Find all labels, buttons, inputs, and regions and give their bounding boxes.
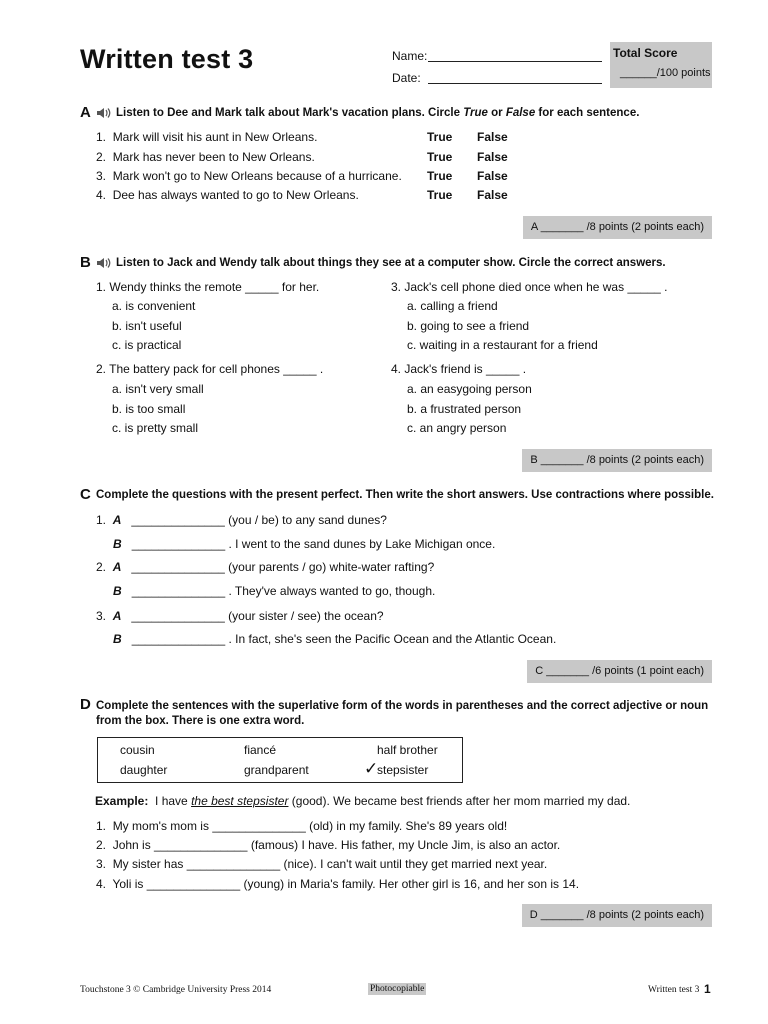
list-item: 3. My sister has ______________ (nice). I can't wait until they get married next year. xyxy=(96,857,548,871)
false-option[interactable]: False xyxy=(477,150,508,164)
section-d-score: D _______ /8 points (2 points each) xyxy=(522,904,712,927)
section-c-instructions: C Complete the questions with the present perfect. Then write the short answers. Use contractions where possible. xyxy=(80,486,714,503)
section-a-instructions: A Listen to Dee and Mark talk about Mark's vacation plans. Circle True or False for each sentence. xyxy=(80,104,640,121)
page-number: 1 xyxy=(704,982,711,996)
answer-blank[interactable]: ______________ xyxy=(131,537,226,551)
footer-test-label: Written test 3 xyxy=(648,985,700,995)
question-stem: 4. Jack's friend is _____ . xyxy=(391,362,527,376)
answer-option[interactable]: b. going to see a friend xyxy=(407,319,530,333)
audio-speaker-icon xyxy=(96,256,112,270)
false-option[interactable]: False xyxy=(477,188,508,202)
answer-option[interactable]: a. is convenient xyxy=(112,299,196,313)
word-box-item: half brother xyxy=(377,743,438,757)
list-item: 3. Mark won't go to New Orleans because of a hurricane. xyxy=(96,169,402,183)
section-d-instructions: D Complete the sentences with the superlative form of the words in parentheses and the correct adjective or noun from the box. There is one extra word. xyxy=(80,696,709,727)
true-option[interactable]: True xyxy=(427,130,453,144)
answer-blank[interactable]: ______________ xyxy=(131,632,226,646)
list-item: 4. Dee has always wanted to go to New Orleans. xyxy=(96,188,359,202)
word-box-item: stepsister xyxy=(377,763,429,777)
answer-blank[interactable]: ______________ xyxy=(131,609,225,623)
true-option[interactable]: True xyxy=(427,188,453,202)
section-b-instructions: B Listen to Jack and Wendy talk about things they see at a computer show. Circle the correct answers. xyxy=(80,254,666,271)
date-field[interactable] xyxy=(428,71,602,84)
list-item: 2. Mark has never been to New Orleans. xyxy=(96,150,315,164)
total-score-box xyxy=(610,42,712,88)
list-item: 1. Mark will visit his aunt in New Orleans. xyxy=(96,130,318,144)
dialog-line: 2. A ______________ (your parents / go) white-water rafting? xyxy=(96,560,435,574)
section-letter: B xyxy=(80,254,91,271)
dialog-line: 1. A ______________ (you / be) to any sand dunes? xyxy=(96,513,387,527)
word-box-item: cousin xyxy=(120,743,155,757)
name-label: Name: xyxy=(392,49,428,63)
section-letter: D xyxy=(80,696,91,713)
example-sentence: Example: I have the best stepsister (good). We became best friends after her mom married my dad. xyxy=(95,794,631,808)
false-option[interactable]: False xyxy=(477,130,508,144)
answer-option[interactable]: c. is pretty small xyxy=(112,421,199,435)
answer-blank[interactable]: ______________ xyxy=(154,838,248,852)
word-box xyxy=(97,737,463,783)
checkmark-icon: ✓ xyxy=(364,759,379,778)
word-box-item: daughter xyxy=(120,763,168,777)
answer-blank[interactable]: ______________ xyxy=(131,560,225,574)
section-letter: C xyxy=(80,486,91,503)
dialog-line: 3. A ______________ (your sister / see) the ocean? xyxy=(96,609,384,623)
page-title: Written test 3 xyxy=(80,44,254,74)
answer-option[interactable]: a. an easygoing person xyxy=(407,382,532,396)
question-stem: 2. The battery pack for cell phones _____ . xyxy=(96,362,324,376)
true-option[interactable]: True xyxy=(427,169,453,183)
copyright: Touchstone 3 © Cambridge University Press 2014 xyxy=(80,985,272,995)
list-item: 2. John is ______________ (famous) I have. His father, my Uncle Jim, is also an actor. xyxy=(96,838,561,852)
list-item: 1. My mom's mom is ______________ (old) in my family. She's 89 years old! xyxy=(96,819,508,833)
total-score-label: Total Score xyxy=(613,46,678,60)
answer-option[interactable]: b. isn't useful xyxy=(112,319,182,333)
photocopiable-badge: Photocopiable xyxy=(370,984,425,994)
answer-option[interactable]: a. isn't very small xyxy=(112,382,204,396)
list-item: 4. Yoli is ______________ (young) in Maria's family. Her other girl is 16, and her son is 14. xyxy=(96,877,580,891)
answer-option[interactable]: a. calling a friend xyxy=(407,299,498,313)
question-stem: 1. Wendy thinks the remote _____ for her. xyxy=(96,280,320,294)
dialog-line: B ______________ . I went to the sand dunes by Lake Michigan once. xyxy=(113,537,496,551)
audio-speaker-icon xyxy=(96,106,112,120)
answer-option[interactable]: b. a frustrated person xyxy=(407,402,522,416)
section-c-score: C _______ /6 points (1 point each) xyxy=(527,660,712,683)
section-b-score: B _______ /8 points (2 points each) xyxy=(522,449,712,472)
answer-option[interactable]: b. is too small xyxy=(112,402,186,416)
dialog-line: B ______________ . In fact, she's seen the Pacific Ocean and the Atlantic Ocean. xyxy=(113,632,557,646)
section-letter: A xyxy=(80,104,91,121)
answer-option[interactable]: c. an angry person xyxy=(407,421,507,435)
answer-blank[interactable]: ______________ xyxy=(212,819,306,833)
false-option[interactable]: False xyxy=(477,169,508,183)
question-stem: 3. Jack's cell phone died once when he was _____ . xyxy=(391,280,668,294)
total-score-points: ______/100 points xyxy=(620,67,711,79)
date-label: Date: xyxy=(392,71,421,85)
answer-blank[interactable]: ______________ xyxy=(131,584,226,598)
section-a-score: A _______ /8 points (2 points each) xyxy=(523,216,712,239)
true-option[interactable]: True xyxy=(427,150,453,164)
answer-blank[interactable]: ______________ xyxy=(131,513,225,527)
word-box-item: fiancé xyxy=(244,743,277,757)
answer-option[interactable]: c. waiting in a restaurant for a friend xyxy=(407,338,598,352)
word-box-item: grandparent xyxy=(244,763,309,777)
answer-option[interactable]: c. is practical xyxy=(112,338,182,352)
answer-blank[interactable]: ______________ xyxy=(186,857,281,871)
name-field[interactable] xyxy=(428,49,602,62)
answer-blank[interactable]: ______________ xyxy=(146,877,241,891)
dialog-line: B ______________ . They've always wanted to go, though. xyxy=(113,584,436,598)
